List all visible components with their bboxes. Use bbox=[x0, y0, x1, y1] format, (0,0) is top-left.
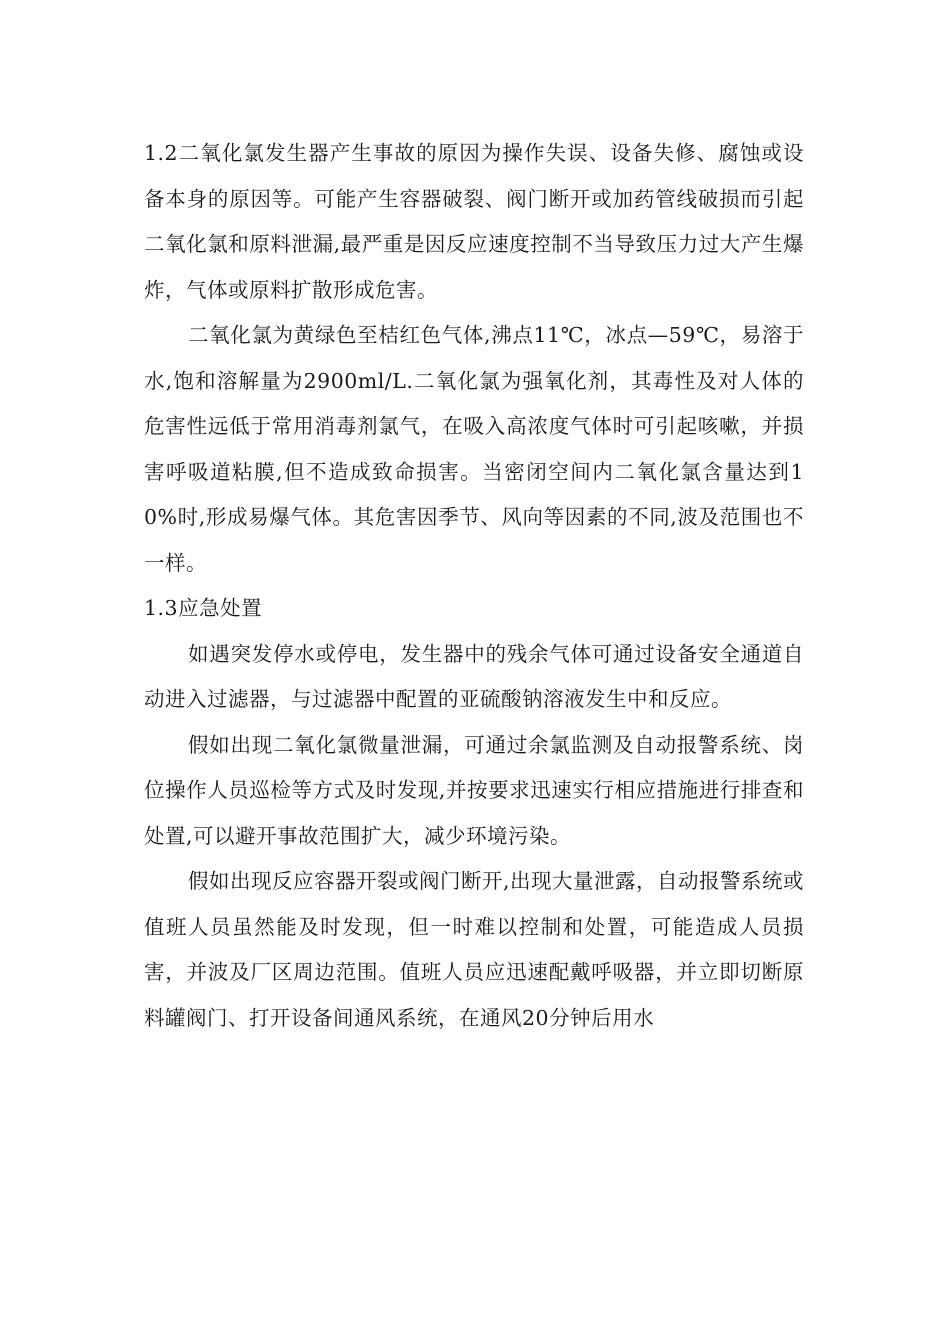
document-body bbox=[144, 131, 804, 1041]
paragraph-minor-leak: 假如出现二氧化氯微量泄漏，可通过余氯监测及自动报警系统、岗位操作人员巡检等方式及时发现,并按要求迅速实行相应措施进行排查和处置,可以避开事故范围扩大，减少环境污染。 bbox=[144, 732, 804, 848]
section-heading-emergency-response: 1.3应急处置 bbox=[144, 596, 263, 620]
paragraph-major-leak: 假如出现反应容器开裂或阀门断开,出现大量泄露，自动报警系统或值班人员虽然能及时发现，但一时难以控制和处置，可能造成人员损害，并波及厂区周边范围。值班人员应迅速配戴呼吸器，并立即切断原料罐阀门、打开设备间通风系统，在通风20分钟后用水 bbox=[144, 869, 805, 1030]
paragraph-chlorine-dioxide-properties: 二氧化氯为黄绿色至桔红色气体,沸点11℃，冰点—59℃，易溶于水,饱和溶解量为2900ml/L.二氧化氯为强氧化剂，其毒性及对人体的危害性远低于常用消毒剂氯气，在吸入高浓度气体时可引起咳嗽，并损害呼吸道粘膜,但不造成致命损害。当密闭空间内二氧化氯含量达到10%时,形成易爆气体。其危害因季节、风向等因素的不同,波及范围也不一样。 bbox=[144, 323, 804, 575]
paragraph-accident-causes: 1.2二氧化氯发生器产生事故的原因为操作失误、设备失修、腐蚀或设备本身的原因等。可能产生容器破裂、阀门断开或加药管线破损而引起二氧化氯和原料泄漏,最严重是因反应速度控制不当导致压力过大产生爆炸，气体或原料扩散形成危害。 bbox=[144, 141, 804, 302]
paragraph-power-water-outage: 如遇突发停水或停电，发生器中的残余气体可通过设备安全通道自动进入过滤器，与过滤器中配置的亚硫酸钠溶液发生中和反应。 bbox=[144, 641, 804, 711]
